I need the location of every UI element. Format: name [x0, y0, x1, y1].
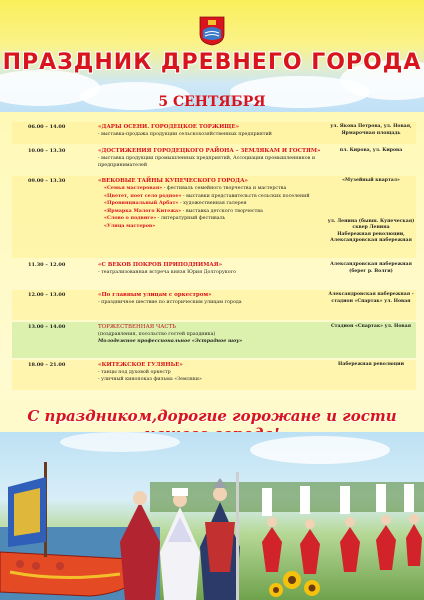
sub-event — [98, 223, 328, 231]
sub-event — [98, 185, 328, 193]
event-place: Александровская набережная (берег р. Волги) — [330, 262, 412, 274]
sub-event-text: - фестиваль семейного творчества и мастерства — [162, 186, 287, 191]
event-title: «КИТЕЖСКОЕ ГУЛЯНЬЕ» — [98, 362, 183, 368]
event-time: 13.00 – 14.00 — [28, 324, 66, 330]
event-title: «ДАРЫ ОСЕНИ. ГОРОДЕЦКОЕ ТОРЖИЩЕ» — [98, 124, 240, 130]
schedule-row — [12, 290, 416, 320]
schedule-row — [12, 146, 416, 174]
event-title: «ДОСТИЖЕНИЯ ГОРОДЕЦКОГО РАЙОНА – ЗЕМЛЯКАМ И ГОСТЯМ» — [98, 148, 321, 154]
event-highlight — [98, 338, 328, 345]
schedule-row — [12, 176, 416, 258]
event-place-column — [326, 178, 416, 245]
sub-event-name: «Провинциальный Арбат» — [104, 200, 179, 206]
event-time: 12.00 – 13.00 — [28, 292, 66, 298]
event-title: «ВЕКОВЫЕ ТАЙНЫ КУПЕЧЕСКОГО ГОРОДА» — [98, 178, 248, 184]
event-time: 11.30 – 12.00 — [28, 262, 66, 268]
event-place: пл. Кирова, ул. Кирова — [339, 148, 403, 153]
event-description: (поздравления, посольство гостей праздника) — [98, 332, 216, 337]
city-emblem-icon — [199, 16, 225, 46]
sub-event-name: «Цветет, поет село родное» — [104, 192, 182, 199]
event-place: ул. Якова Петрова, ул. Новая, Ярмарочная площадь — [330, 124, 412, 136]
sub-event — [98, 208, 328, 216]
event-time: 10.00 – 13.30 — [28, 148, 66, 154]
event-time: 18.00 – 21.00 — [28, 362, 66, 368]
sub-event — [98, 215, 328, 223]
sub-event-text: - выставки представительств сельских поселений — [181, 193, 310, 199]
event-description: - уличный кинопоказ фильма «Земляки» — [98, 377, 202, 382]
event-place: Набережная революции — [338, 362, 404, 367]
sub-event — [98, 193, 328, 201]
event-description: - выставка-продажа продукции сельскохозяйственных предприятий — [98, 132, 272, 137]
event-description: - танцы под духовой оркестр — [98, 370, 171, 375]
sub-event-name: «Семья мастеровая» — [104, 185, 163, 191]
schedule-row — [12, 322, 416, 358]
event-place: Александровская набережная - стадион «Спартак» ул. Новая — [328, 292, 414, 304]
greeting-banner: С праздником,дорогие горожане и гости — [27, 407, 397, 425]
event-place: Стадион «Спартак» ул. Новая — [330, 324, 411, 329]
sub-event-place: сквер Ленина — [352, 225, 390, 230]
schedule-row — [12, 360, 416, 390]
sub-event-text: - выставка детского творчества — [181, 208, 263, 214]
sub-event-name: «Улица мастеров» — [104, 222, 156, 229]
page-title: ПРАЗДНИК ДРЕВНЕГО ГОРОДА — [2, 50, 422, 75]
sub-event-place: Набережная революции, Александровская набережная — [330, 231, 412, 243]
event-description: - выставка продукции промышленных предприятий, Ассоциации промышленников и предпринимателей — [98, 156, 316, 168]
festival-photo — [0, 432, 424, 600]
schedule-row — [12, 260, 416, 288]
sub-event-place: ул. Ленина (бывш. Купеческая) — [327, 218, 415, 224]
sub-event-text: - литературный фестиваль — [156, 216, 226, 221]
sub-event — [98, 200, 328, 208]
event-title: ТОРЖЕСТВЕННАЯ ЧАСТЬ — [98, 324, 176, 330]
event-description: - праздничное шествие по историческим улицам города — [98, 300, 242, 305]
sub-event-text: - художественная галерея — [178, 201, 247, 206]
event-highlight-text: Молодежное профессиональное «Эстрадное шоу» — [98, 338, 243, 344]
festival-scene-illustration — [0, 432, 424, 600]
event-title: «По главным улицам с оркестром» — [98, 292, 212, 298]
schedule-row — [12, 122, 416, 144]
event-description: - театрализованная встреча князя Юрия Долгорукого — [98, 270, 237, 275]
sub-event-name: «Ярмарка Малого Китежа» — [104, 207, 182, 214]
event-date: 5 СЕНТЯБРЯ — [158, 94, 266, 110]
event-time: 09.00 – 13.30 — [28, 178, 66, 184]
event-place: «Музейный квартал» — [342, 178, 400, 183]
event-schedule — [12, 122, 416, 392]
event-title: «С ВЕКОВ ПОКРОВ ПРИПОДНИМАЯ» — [98, 262, 223, 268]
event-time: 06.00 – 14.00 — [28, 124, 66, 130]
sub-event-name: «Слово о подвиге» — [104, 215, 157, 221]
